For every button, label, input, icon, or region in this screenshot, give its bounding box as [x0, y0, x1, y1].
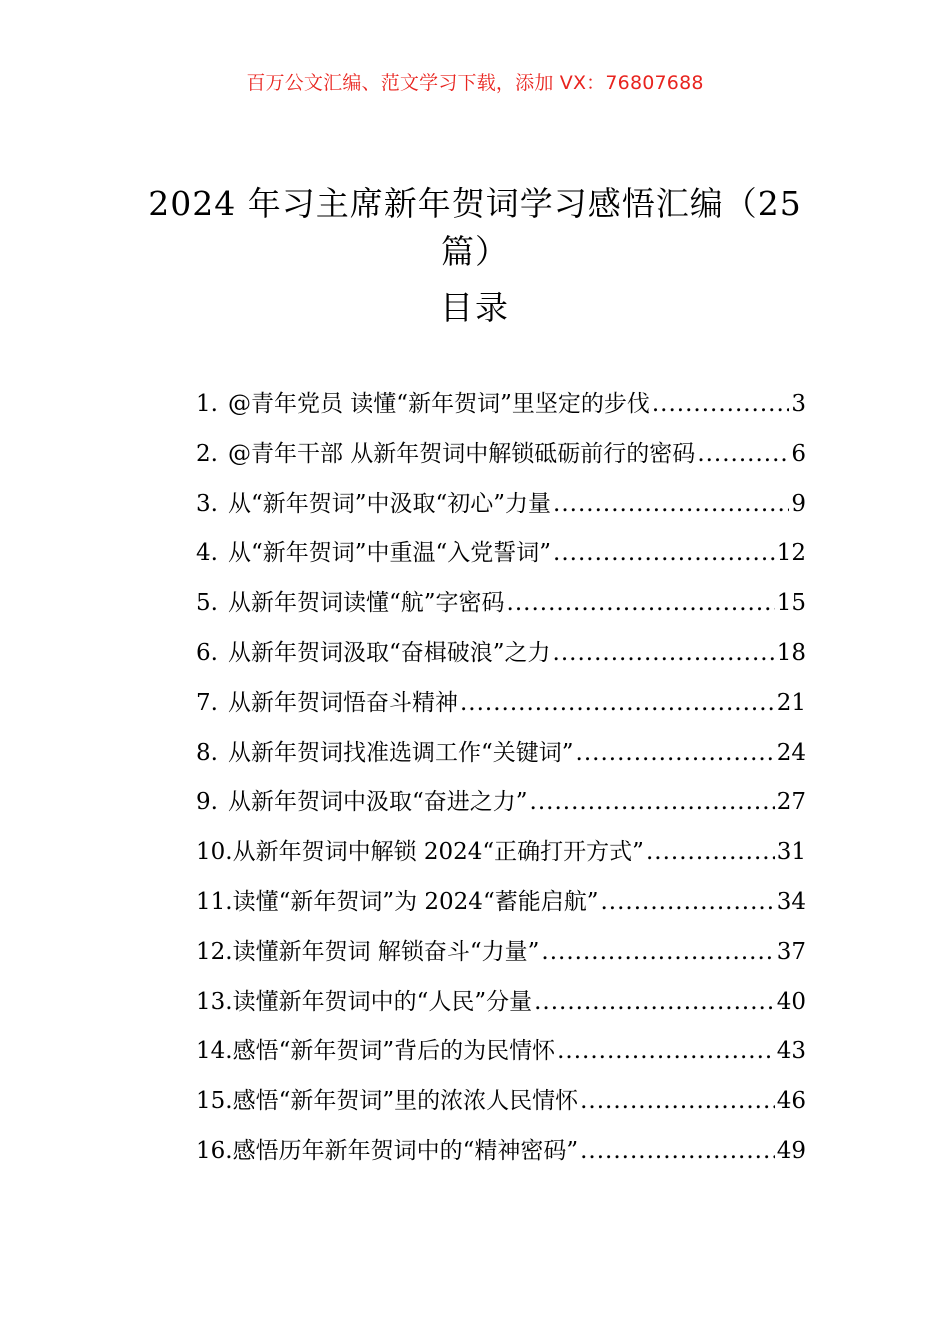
toc-entry-title: 读懂新年贺词 解锁奋斗“力量” [232, 938, 540, 965]
toc-dot-leader [553, 635, 775, 671]
toc-entry[interactable] [196, 585, 806, 635]
toc-dot-leader [553, 486, 789, 522]
toc-entry-page: 37 [776, 938, 806, 965]
toc-dot-leader [507, 585, 775, 621]
toc-entry-number: 7. [196, 689, 218, 716]
toc-entry-page: 34 [776, 888, 806, 915]
toc-entry-page: 40 [776, 988, 806, 1015]
toc-entry-page: 49 [776, 1137, 806, 1164]
toc-entry-page: 6 [791, 440, 806, 467]
toc-entry[interactable] [196, 934, 806, 984]
toc-entry[interactable] [196, 884, 806, 934]
toc-dot-leader [534, 984, 775, 1020]
toc-entry-page: 31 [776, 839, 806, 866]
toc-entry[interactable] [196, 535, 806, 585]
toc-entry-number: 3. [196, 490, 218, 517]
toc-entry-page: 24 [776, 739, 806, 766]
toc-entry-title: 从新年贺词中汲取“奋进之力” [228, 789, 528, 816]
toc-entry[interactable] [196, 735, 806, 785]
toc-entry-title: @青年党员 读懂“新年贺词”里坚定的步伐 [228, 391, 650, 417]
toc-dot-leader [553, 535, 775, 571]
toc-entry-title: 从“新年贺词”中重温“入党誓词” [228, 540, 552, 567]
toc-entry-number: 14. [196, 1038, 233, 1065]
toc-entry[interactable] [196, 984, 806, 1034]
toc-entry-title: 从新年贺词读懂“航”字密码 [228, 590, 505, 617]
toc-heading: 目录 [440, 288, 510, 327]
toc-dot-leader [646, 834, 775, 870]
toc-entry-number: 1. [196, 391, 218, 417]
toc-entry-page: 46 [776, 1088, 806, 1115]
toc-entry[interactable] [196, 436, 806, 486]
toc-entry-page: 3 [791, 391, 806, 417]
toc-entry-number: 2. [196, 440, 218, 467]
document-title: 2024 年习主席新年贺词学习感悟汇编（25 篇） [148, 184, 802, 271]
toc-dot-leader [580, 1083, 775, 1119]
toc-entry-number: 13. [196, 988, 233, 1015]
toc-entry-page: 15 [776, 590, 806, 617]
toc-entry-title: 从新年贺词找准选调工作“关键词” [228, 739, 574, 766]
toc-entry-title: 感悟“新年贺词”背后的为民情怀 [232, 1038, 556, 1065]
toc-entry[interactable] [196, 685, 806, 735]
toc-entry-title: 从新年贺词中解锁 2024“正确打开方式” [232, 839, 644, 866]
toc-dot-leader [557, 1033, 775, 1069]
toc-dot-leader [460, 685, 775, 721]
toc-dot-leader [576, 735, 775, 771]
toc-dot-leader [530, 784, 775, 820]
toc-entry-page: 43 [776, 1038, 806, 1065]
toc-entry-page: 27 [776, 789, 806, 816]
table-of-contents [196, 386, 806, 1183]
toc-entry[interactable] [196, 486, 806, 536]
toc-entry[interactable] [196, 1133, 806, 1183]
toc-entry[interactable] [196, 1083, 806, 1133]
toc-entry-title: @青年干部 从新年贺词中解锁砥砺前行的密码 [228, 440, 696, 467]
toc-entry-page: 21 [776, 689, 806, 716]
toc-entry[interactable] [196, 834, 806, 884]
toc-entry-title: 感悟历年新年贺词中的“精神密码” [232, 1137, 579, 1164]
toc-entry-title: 感悟“新年贺词”里的浓浓人民情怀 [232, 1088, 579, 1115]
toc-entry[interactable] [196, 1033, 806, 1083]
toc-dot-leader [580, 1133, 775, 1169]
toc-entry-title: 读懂“新年贺词”为 2024“蓄能启航” [232, 888, 599, 915]
toc-entry-number: 5. [196, 590, 218, 617]
toc-entry-page: 9 [791, 490, 806, 517]
toc-entry-number: 6. [196, 639, 218, 666]
toc-entry-number: 12. [196, 938, 233, 965]
toc-dot-leader [541, 934, 774, 970]
header-watermark-note: 百万公文汇编、范文学习下载，添加 VX：76807688 [246, 72, 704, 94]
toc-dot-leader [697, 436, 789, 472]
toc-entry[interactable] [196, 386, 806, 436]
toc-entry-page: 18 [776, 639, 806, 666]
toc-entry-title: 从“新年贺词”中汲取“初心”力量 [228, 490, 552, 517]
toc-entry[interactable] [196, 784, 806, 834]
toc-entry-number: 15. [196, 1088, 233, 1115]
toc-dot-leader [652, 386, 790, 422]
toc-entry-page: 12 [776, 540, 806, 567]
toc-entry-title: 读懂新年贺词中的“人民”分量 [232, 988, 533, 1015]
toc-entry-number: 4. [196, 540, 218, 567]
toc-entry-number: 11. [196, 888, 233, 915]
toc-dot-leader [600, 884, 774, 920]
toc-entry-title: 从新年贺词悟奋斗精神 [228, 689, 458, 716]
toc-entry-number: 8. [196, 739, 218, 766]
toc-entry-number: 16. [196, 1137, 233, 1164]
toc-entry[interactable] [196, 635, 806, 685]
toc-entry-number: 10. [196, 839, 233, 866]
toc-entry-title: 从新年贺词汲取“奋楫破浪”之力 [228, 639, 551, 666]
toc-entry-number: 9. [196, 789, 218, 816]
